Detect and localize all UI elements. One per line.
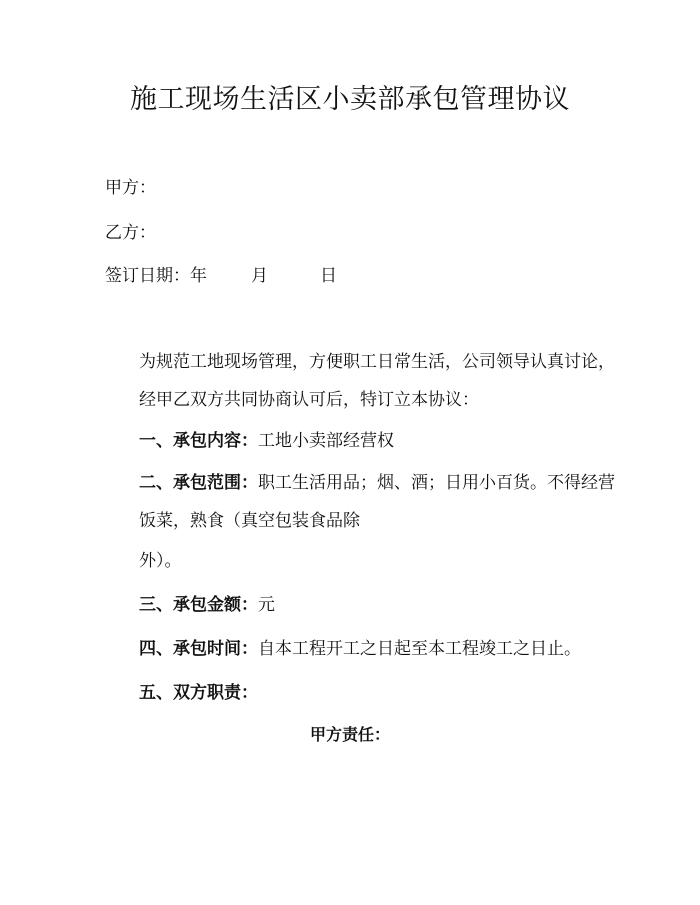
sign-date-year: 年 (190, 266, 207, 286)
sign-date-line (105, 264, 337, 288)
document-title: 施工现场生活区小卖部承包管理协议 (130, 84, 570, 115)
clause-5 (105, 681, 258, 705)
clause-3-heading: 三、承包金额： (139, 595, 258, 615)
clause-1-heading: 一、承包内容： (139, 431, 258, 451)
clause-2-continuation: 外）。 (139, 551, 182, 571)
party-a-line: 甲方： (105, 178, 156, 198)
clause-1 (105, 429, 394, 453)
intro-paragraph: 为规范工地现场管理，方便职工日常生活，公司领导认真讨论，经甲乙双方共同协商认可后，特订立本协议： (139, 352, 615, 410)
clause-4-heading: 四、承包时间： (139, 639, 258, 659)
clause-2-heading: 二、承包范围： (139, 473, 258, 493)
clause-1-text: 工地小卖部经营权 (258, 431, 394, 451)
clause-2 (105, 464, 621, 540)
clause-4 (105, 637, 581, 661)
party-b-line: 乙方： (105, 223, 156, 243)
clause-3 (105, 593, 275, 617)
clause-2-text: 职工生活用品；烟、酒；日用小百货。不得经营饭菜，熟食（真空包装食品除 (139, 473, 615, 531)
sign-date-label: 签订日期： (105, 266, 190, 286)
sign-date-month: 月 (251, 266, 268, 286)
clause-4-text: 自本工程开工之日起至本工程竣工之日止。 (258, 639, 581, 659)
clause-3-text: 元 (258, 595, 275, 615)
clause-5-heading: 五、双方职责： (139, 683, 258, 703)
party-a-duties-heading: 甲方责任： (309, 725, 390, 744)
sign-date-day: 日 (320, 266, 337, 286)
